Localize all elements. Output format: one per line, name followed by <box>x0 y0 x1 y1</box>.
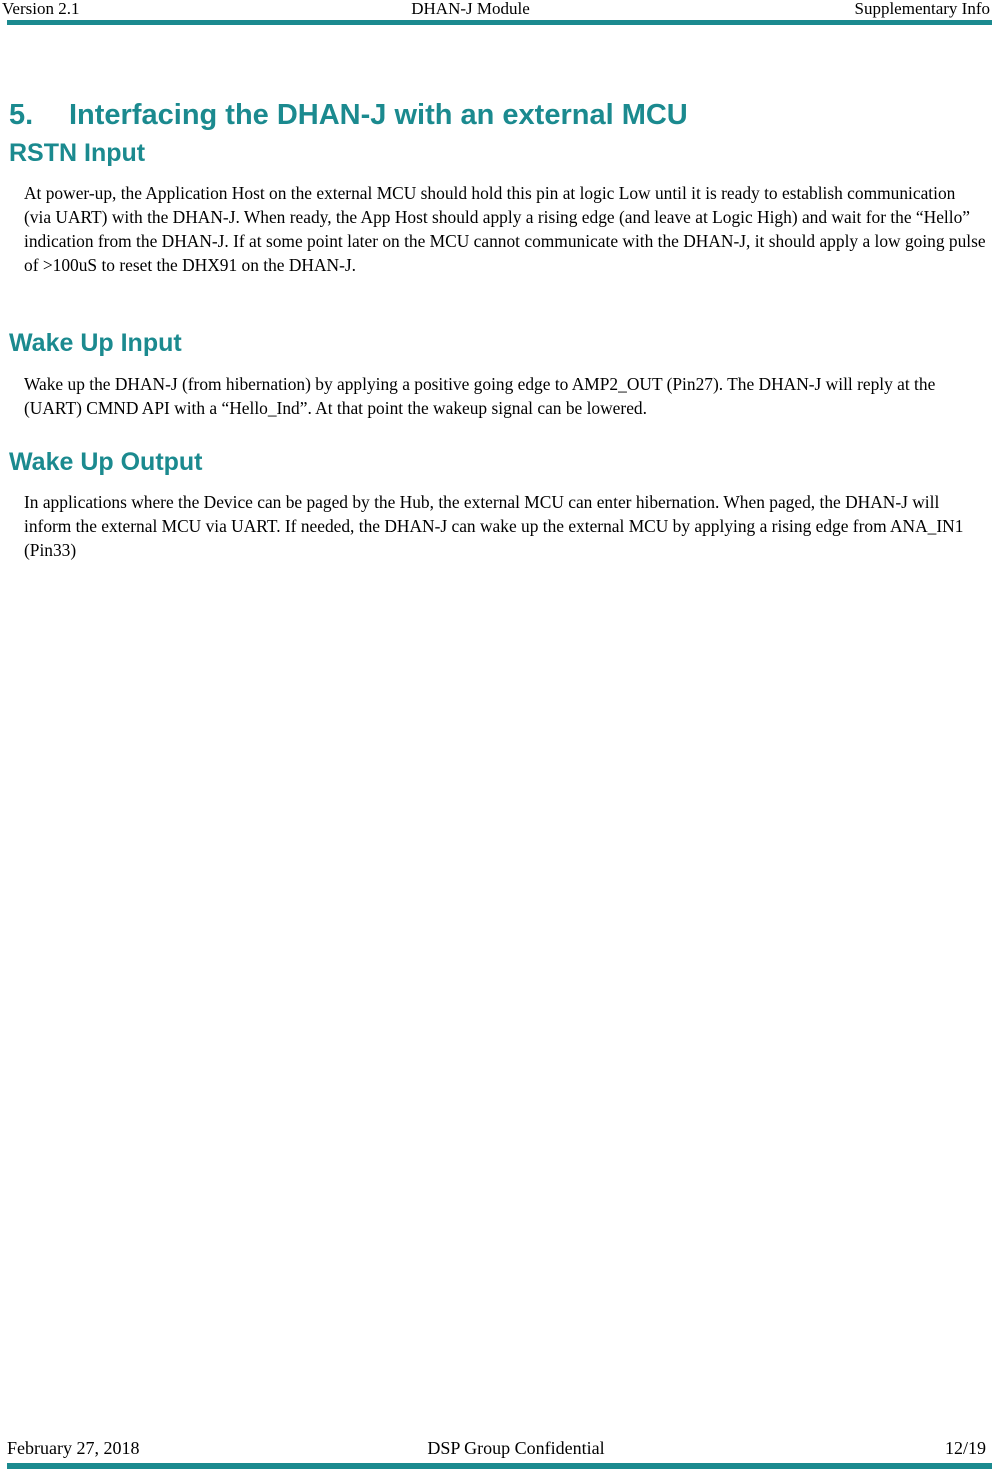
header-section: Supplementary Info <box>854 0 990 18</box>
page-footer <box>0 1436 994 1460</box>
header-rule <box>7 20 992 25</box>
page-header <box>0 0 994 20</box>
header-module: DHAN-J Module <box>411 0 530 18</box>
chapter-title: Interfacing the DHAN-J with an external MCU <box>69 99 688 131</box>
footer-date: February 27, 2018 <box>7 1438 140 1458</box>
section-body-wake-up-output: In applications where the Device can be paged by the Hub, the external MCU can enter hibernation. When paged, the DHAN-J will inform the external MCU via UART. If needed, the DHAN-J can wake up the external MCU by applying a rising edge from ANA_IN1 (Pin33) <box>24 492 964 560</box>
chapter-number: 5. <box>9 99 34 131</box>
chapter-heading <box>9 95 688 135</box>
header-version: Version 2.1 <box>2 0 80 18</box>
section-heading-rstn-input: RSTN Input <box>9 139 146 167</box>
footer-page-number: 12/19 <box>944 1438 986 1458</box>
section-body-rstn-input: At power-up, the Application Host on the external MCU should hold this pin at logic Low until it is ready to establish communication (via UART) with the DHAN-J. When ready, the App Host should apply a rising edge (and leave at Logic High) and wait for the “Hello” indication from the DHAN-J. If at some point later on the MCU cannot communicate with the DHAN-J, it should apply a low going pulse of >100uS to reset the DHX91 on the DHAN-J. <box>24 183 986 275</box>
footer-rule <box>7 1463 992 1469</box>
footer-confidentiality: DSP Group Confidential <box>427 1438 605 1458</box>
section-heading-wake-up-output: Wake Up Output <box>9 448 203 476</box>
section-heading-wake-up-input: Wake Up Input <box>9 329 182 357</box>
section-body-wake-up-input: Wake up the DHAN-J (from hibernation) by applying a positive going edge to AMP2_OUT (Pin27). The DHAN-J will reply at the (UART) CMND API with a “Hello_Ind”. At that point the wakeup signal can be lowered. <box>24 374 936 418</box>
